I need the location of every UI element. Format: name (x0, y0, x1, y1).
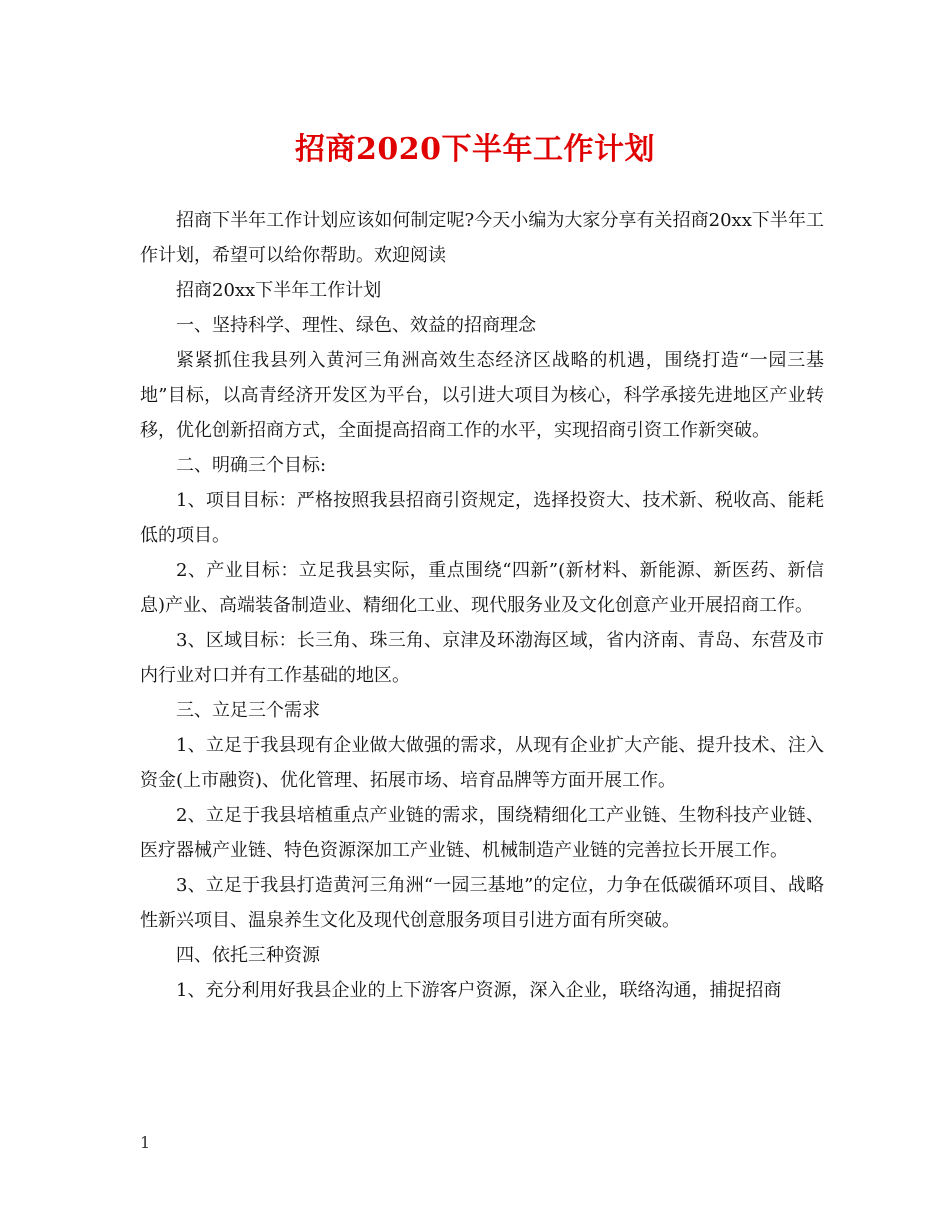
paragraph-region-goal: 3、区域目标：长三角、珠三角、京津及环渤海区域，省内济南、青岛、东营及市内行业对口并有工作基础的地区。 (140, 630, 824, 686)
paragraph-need-3: 3、立足于我县打造黄河三角洲“一园三基地”的定位，力争在低碳循环项目、战略性新兴项目、温泉养生文化及现代创意服务项目引进方面有所突破。 (140, 875, 824, 931)
section-heading-3: 三、立足三个需求 (176, 700, 320, 721)
section-heading-4: 四、依托三种资源 (176, 945, 320, 966)
section-heading-1: 一、坚持科学、理性、绿色、效益的招商理念 (176, 315, 536, 336)
paragraph-intro: 招商下半年工作计划应该如何制定呢?今天小编为大家分享有关招商20xx下半年工作计划，希望可以给你帮助。欢迎阅读 (140, 210, 824, 266)
paragraph-need-2: 2、立足于我县培植重点产业链的需求，围绕精细化工产业链、生物科技产业链、医疗器械产业链、特色资源深加工产业链、机械制造产业链的完善拉长开展工作。 (140, 805, 824, 861)
section-heading-2: 二、明确三个目标: (176, 455, 327, 476)
document-title: 招商2020下半年工作计划 (295, 132, 655, 167)
document-body (140, 203, 824, 1008)
paragraph-section-1: 紧紧抓住我县列入黄河三角洲高效生态经济区战略的机遇，围绕打造“一园三基地”目标，以高青经济开发区为平台，以引进大项目为核心，科学承接先进地区产业转移，优化创新招商方式，全面提高招商工作的水平，实现招商引资工作新突破。 (140, 350, 824, 441)
paragraph-industry-goal: 2、产业目标：立足我县实际，重点围绕“四新”(新材料、新能源、新医药、新信息)产业、高端装备制造业、精细化工业、现代服务业及文化创意产业开展招商工作。 (140, 560, 824, 616)
paragraph-resource-1: 1、充分利用好我县企业的上下游客户资源，深入企业，联络沟通，捕捉招商 (176, 980, 782, 1001)
paragraph-project-goal: 1、项目目标：严格按照我县招商引资规定，选择投资大、技术新、税收高、能耗低的项目。 (140, 490, 824, 546)
paragraph-subtitle: 招商20xx下半年工作计划 (176, 280, 382, 301)
page-number: 1 (140, 1133, 151, 1152)
paragraph-need-1: 1、立足于我县现有企业做大做强的需求，从现有企业扩大产能、提升技术、注入资金(上市融资)、优化管理、拓展市场、培育品牌等方面开展工作。 (140, 735, 824, 791)
